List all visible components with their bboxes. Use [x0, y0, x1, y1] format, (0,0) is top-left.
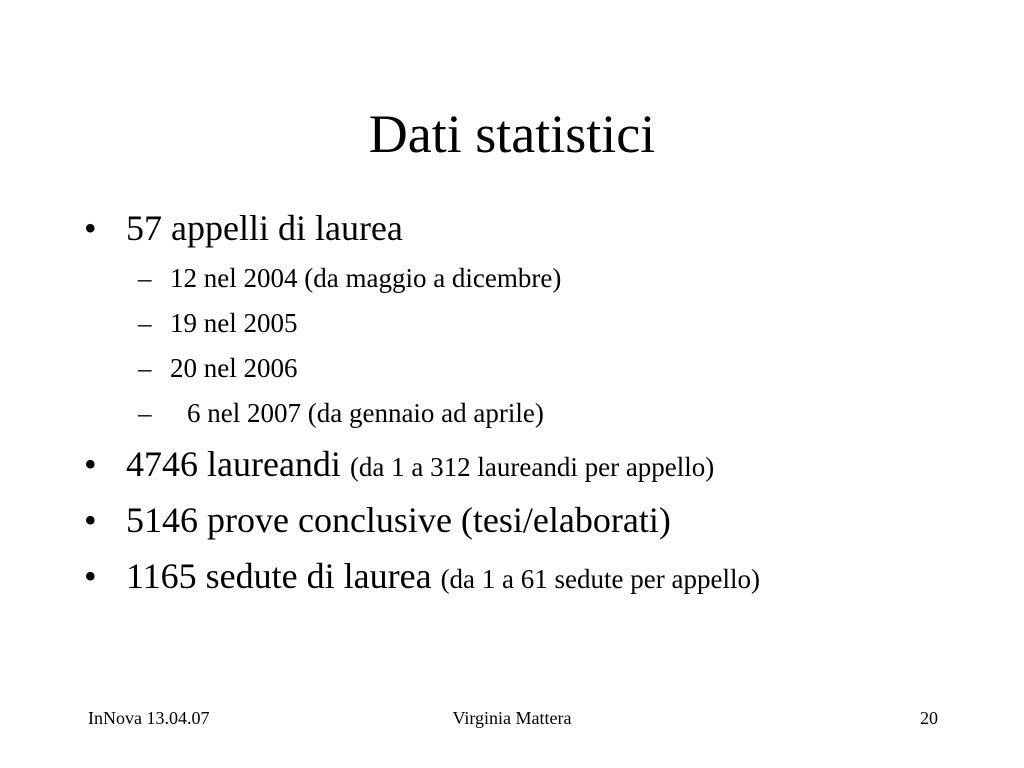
bullet-main: 4746 laureandi — [126, 444, 341, 484]
sub-bullet-item — [0, 301, 1024, 346]
slide-body — [0, 200, 1024, 604]
sub-bullet-text: 12 nel 2004 (da maggio a dicembre) — [170, 263, 562, 293]
bullet-main: 5146 prove conclusive (tesi/elaborati) — [126, 500, 671, 540]
sub-bullet-text: 6 nel 2007 (da gennaio ad aprile) — [187, 398, 544, 428]
bullet-dot-icon: • — [84, 556, 97, 596]
bullet-item — [0, 200, 1024, 256]
bullet-item — [0, 436, 1024, 492]
bullet-dot-icon: • — [84, 208, 97, 248]
slide-title: Dati statistici — [368, 104, 656, 164]
sub-bullet-text: 20 nel 2006 — [170, 353, 298, 383]
sub-bullet-item — [0, 256, 1024, 301]
bullet-note: (da 1 a 312 laureandi per appello) — [349, 452, 715, 482]
sub-bullet-text: 19 nel 2005 — [170, 308, 298, 338]
bullet-main: 1165 sedute di laurea — [126, 556, 432, 596]
sub-bullet-item — [0, 391, 1024, 436]
bullet-dot-icon: • — [84, 444, 97, 484]
bullet-text — [126, 548, 760, 607]
bullet-main: 57 appelli di laurea — [126, 208, 403, 248]
footer-event-date: InNova 13.04.07 — [88, 708, 210, 728]
footer-page-number: 20 — [920, 708, 938, 728]
dash-icon: – — [138, 308, 152, 338]
bullet-text — [126, 492, 671, 548]
bullet-item — [0, 492, 1024, 548]
bullet-item — [0, 548, 1024, 604]
bullet-note: (da 1 a 61 sedute per appello) — [440, 564, 760, 594]
dash-icon: – — [138, 263, 152, 293]
bullet-text — [126, 436, 714, 495]
dash-icon: – — [138, 398, 152, 428]
dash-icon: – — [138, 353, 152, 383]
sub-bullet-item — [0, 346, 1024, 391]
footer-author: Virginia Mattera — [452, 708, 572, 728]
bullet-text — [126, 200, 403, 256]
bullet-dot-icon: • — [84, 500, 97, 540]
